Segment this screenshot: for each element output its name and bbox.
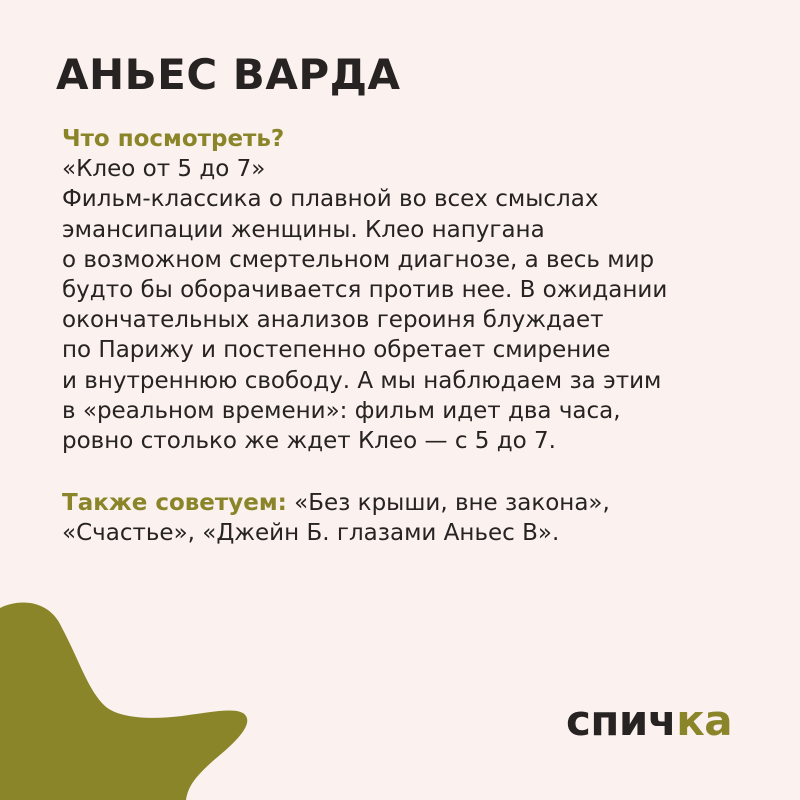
description-line: и внутреннюю свободу. А мы наблюдаем за этим bbox=[62, 367, 662, 394]
page-title: АНЬЕС ВАРДА bbox=[56, 50, 401, 99]
logo-part-accent: ка bbox=[676, 696, 733, 745]
recommend-line-2: «Счастье», «Джейн Б. глазами Аньес В». bbox=[62, 520, 560, 547]
section-heading: Что посмотреть? bbox=[62, 126, 285, 152]
description-line: по Парижу и постепенно обретает смирение bbox=[62, 337, 611, 364]
recommend-label: Также советуем: bbox=[62, 490, 287, 517]
description-line: Фильм-классика о плавной во всех смыслах bbox=[62, 186, 599, 213]
description-line: эмансипации женщины. Клео напугана bbox=[62, 216, 545, 243]
description-line: будто бы оборачивается против нее. В ожидании bbox=[62, 277, 668, 304]
film-title: «Клео от 5 до 7» bbox=[62, 156, 266, 183]
recommend-line bbox=[62, 488, 762, 518]
paragraph-gap bbox=[62, 456, 762, 488]
content-block bbox=[62, 124, 762, 549]
description-line: ровно столько же ждет Клео — с 5 до 7. bbox=[62, 428, 556, 455]
description-line: окончательных анализов героиня блуждает bbox=[62, 307, 604, 334]
description-line: в «реальном времени»: фильм идет два часа, bbox=[62, 397, 621, 424]
description-line: о возможном смертельном диагнозе, а весь мир bbox=[62, 246, 655, 273]
brand-logo bbox=[566, 696, 733, 745]
logo-part-dark: спич bbox=[566, 696, 677, 745]
recommend-titles: «Без крыши, вне закона», bbox=[286, 490, 610, 517]
